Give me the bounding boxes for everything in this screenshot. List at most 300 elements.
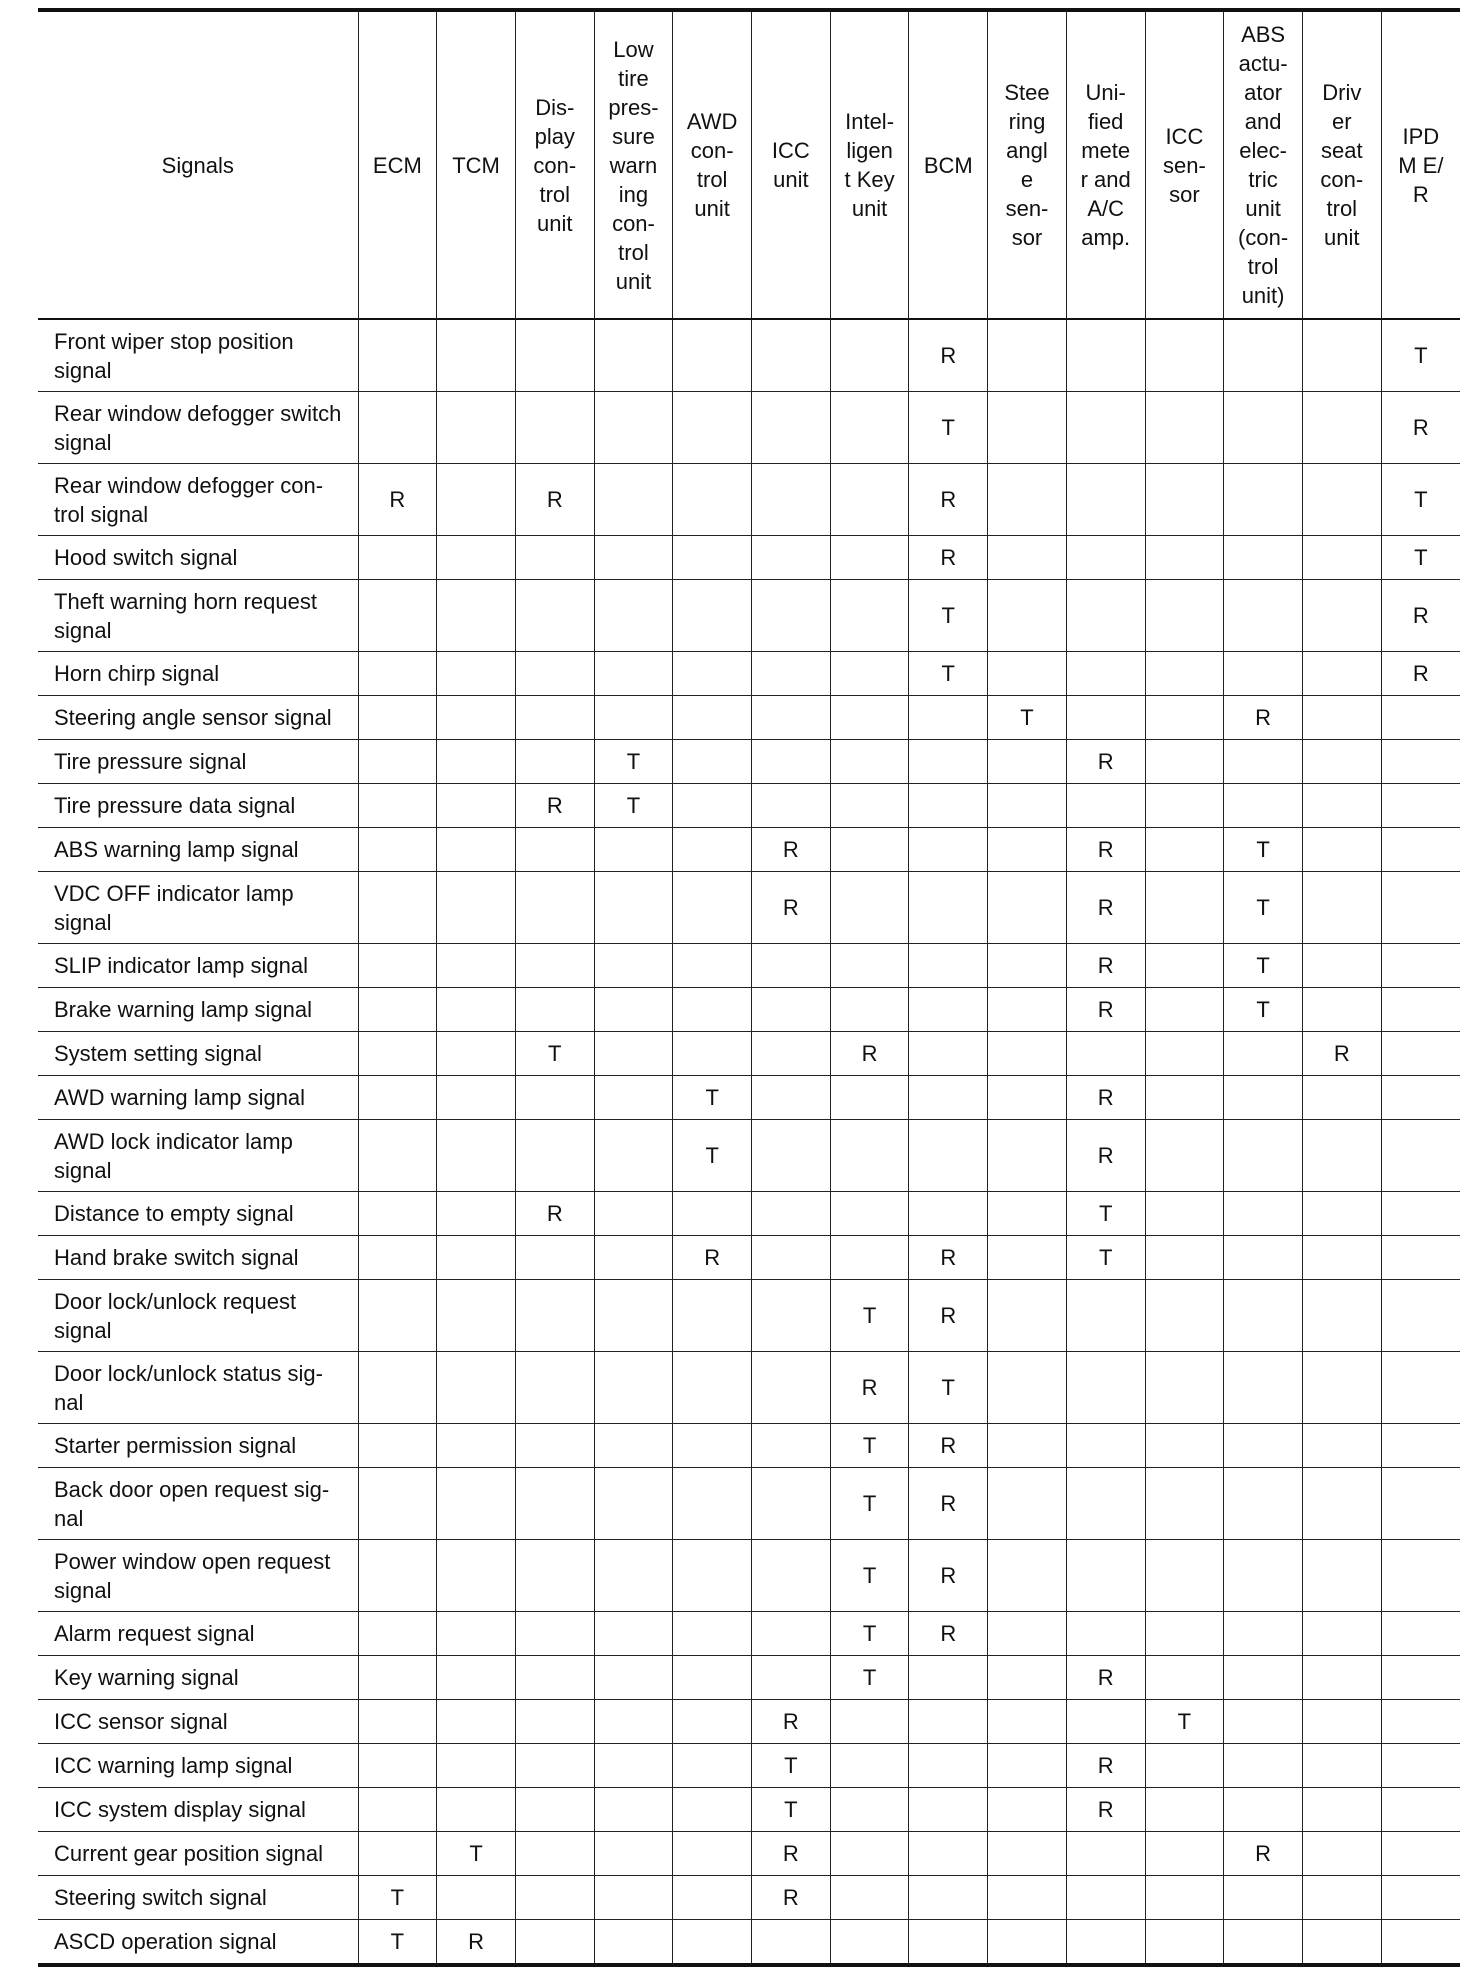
cell-abs (1224, 319, 1303, 392)
cell-ipdm (1381, 784, 1460, 828)
cell-low_tire (594, 1352, 673, 1424)
header-line: unit) (1241, 283, 1285, 308)
cell-ecm (358, 1612, 437, 1656)
cell-abs (1224, 1032, 1303, 1076)
cell-ipdm (1381, 740, 1460, 784)
cell-low_tire (594, 1832, 673, 1876)
cell-driver_seat (1302, 1876, 1381, 1920)
cell-icc_sensor (1145, 1120, 1224, 1192)
cell-driver_seat (1302, 696, 1381, 740)
cell-abs (1224, 1920, 1303, 1966)
cell-steering_sensor: T (988, 696, 1067, 740)
cell-awd (673, 872, 752, 944)
signal-name-cell: Back door open request sig-nal (38, 1468, 358, 1540)
cell-tcm (437, 1192, 516, 1236)
signal-name-cell: Rear window defogger con-trol signal (38, 464, 358, 536)
cell-driver_seat (1302, 1236, 1381, 1280)
cell-abs (1224, 1120, 1303, 1192)
cell-steering_sensor (988, 944, 1067, 988)
table-row (38, 652, 1460, 696)
header-line: IPD (1402, 123, 1440, 149)
cell-meter (1066, 1920, 1145, 1966)
cell-meter: R (1066, 1788, 1145, 1832)
cell-icc_unit (752, 464, 831, 536)
cell-bcm: T (909, 392, 988, 464)
cell-bcm: T (909, 1352, 988, 1424)
cell-bcm (909, 944, 988, 988)
header-line: sure (612, 123, 655, 149)
cell-icc_sensor (1145, 1468, 1224, 1540)
cell-display (515, 988, 594, 1032)
cell-icc_sensor (1145, 1032, 1224, 1076)
table-row (38, 464, 1460, 536)
cell-icc_unit (752, 1424, 831, 1468)
header-line: Driv (1322, 80, 1362, 105)
header-line: trol (618, 239, 649, 265)
cell-icc_unit: R (752, 1832, 831, 1876)
signal-name-cell: VDC OFF indicator lamp signal (38, 872, 358, 944)
signal-name-cell: ABS warning lamp signal (38, 828, 358, 872)
header-line: sen- (1162, 152, 1206, 178)
cell-ipdm (1381, 1612, 1460, 1656)
cell-ipdm (1381, 1656, 1460, 1700)
cell-tcm (437, 1468, 516, 1540)
header-line: fied (1087, 109, 1124, 134)
cell-ecm (358, 652, 437, 696)
cell-intelligent_key: T (830, 1424, 909, 1468)
cell-display (515, 828, 594, 872)
cell-icc_unit (752, 1468, 831, 1540)
cell-tcm (437, 1076, 516, 1120)
cell-awd (673, 1700, 752, 1744)
cell-icc_sensor (1145, 696, 1224, 740)
cell-meter (1066, 319, 1145, 392)
cell-tcm (437, 872, 516, 944)
column-header-label (673, 107, 751, 223)
cell-display (515, 1076, 594, 1120)
cell-awd (673, 1656, 752, 1700)
cell-ecm: T (358, 1920, 437, 1966)
column-header-label (1067, 78, 1145, 252)
cell-display (515, 1352, 594, 1424)
column-header-ipdm (1381, 10, 1460, 319)
cell-abs: T (1224, 988, 1303, 1032)
cell-tcm (437, 1236, 516, 1280)
cell-ipdm: T (1381, 464, 1460, 536)
cell-steering_sensor (988, 1352, 1067, 1424)
cell-ecm (358, 988, 437, 1032)
cell-intelligent_key (830, 392, 909, 464)
cell-driver_seat (1302, 1352, 1381, 1424)
cell-display (515, 1468, 594, 1540)
cell-icc_sensor (1145, 580, 1224, 652)
table-row (38, 1120, 1460, 1192)
signal-name-cell: ICC system display signal (38, 1788, 358, 1832)
cell-abs (1224, 392, 1303, 464)
cell-ecm (358, 872, 437, 944)
cell-ecm (358, 1352, 437, 1424)
cell-driver_seat (1302, 1280, 1381, 1352)
cell-ecm (358, 1076, 437, 1120)
cell-icc_unit (752, 696, 831, 740)
signal-name-cell: Door lock/unlock status sig-nal (38, 1352, 358, 1424)
cell-steering_sensor (988, 1656, 1067, 1700)
column-header-label (1224, 20, 1302, 310)
cell-icc_unit (752, 1192, 831, 1236)
cell-ecm (358, 1032, 437, 1076)
header-line: sor (1169, 181, 1200, 207)
cell-meter: R (1066, 828, 1145, 872)
cell-icc_sensor (1145, 1076, 1224, 1120)
cell-awd (673, 652, 752, 696)
cell-bcm: R (909, 536, 988, 580)
cell-ecm (358, 1280, 437, 1352)
cell-icc_sensor (1145, 392, 1224, 464)
column-header-intelligent_key (830, 10, 909, 319)
column-header-label (359, 151, 437, 180)
cell-intelligent_key: R (830, 1352, 909, 1424)
cell-ecm (358, 1788, 437, 1832)
header-line: Uni- (1085, 80, 1126, 105)
cell-icc_unit (752, 319, 831, 392)
cell-steering_sensor (988, 1032, 1067, 1076)
cell-ipdm (1381, 1832, 1460, 1876)
cell-icc_sensor (1145, 1352, 1224, 1424)
cell-driver_seat (1302, 1120, 1381, 1192)
header-line: ligen (846, 138, 893, 163)
cell-ipdm (1381, 1876, 1460, 1920)
cell-icc_sensor (1145, 1192, 1224, 1236)
signal-name-cell: ICC sensor signal (38, 1700, 358, 1744)
cell-ecm (358, 1700, 437, 1744)
cell-meter: R (1066, 944, 1145, 988)
cell-intelligent_key (830, 464, 909, 536)
cell-icc_unit (752, 784, 831, 828)
column-header-ecm (358, 10, 437, 319)
cell-icc_unit (752, 1032, 831, 1076)
cell-awd (673, 1424, 752, 1468)
cell-awd (673, 1352, 752, 1424)
column-header-bcm (909, 10, 988, 319)
cell-ecm (358, 784, 437, 828)
header-line: tric (1248, 167, 1278, 192)
cell-steering_sensor (988, 1468, 1067, 1540)
cell-low_tire (594, 1192, 673, 1236)
header-line: tire (618, 65, 649, 91)
cell-low_tire (594, 944, 673, 988)
table-row (38, 1076, 1460, 1120)
column-header-label (1146, 122, 1224, 209)
cell-low_tire (594, 1612, 673, 1656)
cell-tcm (437, 536, 516, 580)
signal-name-cell: Steering angle sensor signal (38, 696, 358, 740)
cell-steering_sensor (988, 1612, 1067, 1656)
table-row (38, 1832, 1460, 1876)
cell-bcm: R (909, 1424, 988, 1468)
signal-name-cell: Steering switch signal (38, 1876, 358, 1920)
cell-ipdm (1381, 1920, 1460, 1966)
cell-display (515, 652, 594, 696)
signal-name-cell: Tire pressure signal (38, 740, 358, 784)
header-line: ECM (372, 152, 422, 178)
cell-icc_unit: R (752, 872, 831, 944)
cell-steering_sensor (988, 828, 1067, 872)
table-row (38, 1236, 1460, 1280)
cell-driver_seat (1302, 1540, 1381, 1612)
header-line: r and (1080, 167, 1131, 192)
cell-meter: R (1066, 872, 1145, 944)
cell-ipdm (1381, 872, 1460, 944)
cell-intelligent_key: R (830, 1032, 909, 1076)
cell-abs (1224, 1876, 1303, 1920)
cell-display (515, 392, 594, 464)
cell-low_tire (594, 319, 673, 392)
header-line: unit (1245, 196, 1281, 221)
cell-steering_sensor (988, 1236, 1067, 1280)
cell-driver_seat (1302, 1788, 1381, 1832)
cell-awd (673, 1612, 752, 1656)
cell-intelligent_key (830, 1744, 909, 1788)
cell-intelligent_key: T (830, 1540, 909, 1612)
cell-abs (1224, 1076, 1303, 1120)
cell-tcm (437, 784, 516, 828)
cell-steering_sensor (988, 464, 1067, 536)
signal-name-cell: System setting signal (38, 1032, 358, 1076)
column-header-signals (38, 10, 358, 319)
cell-meter (1066, 580, 1145, 652)
cell-meter (1066, 652, 1145, 696)
header-line: Stee (1004, 80, 1050, 105)
signal-name-cell: Starter permission signal (38, 1424, 358, 1468)
cell-intelligent_key (830, 1192, 909, 1236)
cell-bcm (909, 1744, 988, 1788)
cell-intelligent_key (830, 1832, 909, 1876)
table-row (38, 1352, 1460, 1424)
cell-meter (1066, 784, 1145, 828)
cell-awd (673, 464, 752, 536)
header-line: con- (612, 210, 655, 236)
cell-icc_sensor (1145, 319, 1224, 392)
cell-ipdm (1381, 1120, 1460, 1192)
cell-awd (673, 1832, 752, 1876)
cell-bcm (909, 872, 988, 944)
cell-meter (1066, 1424, 1145, 1468)
signal-name-cell: Hand brake switch signal (38, 1236, 358, 1280)
cell-meter: R (1066, 988, 1145, 1032)
cell-icc_unit (752, 1280, 831, 1352)
cell-icc_unit: R (752, 828, 831, 872)
cell-icc_sensor (1145, 1424, 1224, 1468)
cell-display (515, 1424, 594, 1468)
cell-display (515, 580, 594, 652)
table-row (38, 784, 1460, 828)
cell-ipdm: R (1381, 652, 1460, 696)
cell-ecm (358, 1832, 437, 1876)
cell-meter: R (1066, 740, 1145, 784)
cell-low_tire (594, 652, 673, 696)
cell-icc_unit: R (752, 1876, 831, 1920)
cell-abs (1224, 784, 1303, 828)
cell-tcm (437, 988, 516, 1032)
cell-abs (1224, 1192, 1303, 1236)
signal-name-cell: ASCD operation signal (38, 1920, 358, 1966)
cell-display (515, 944, 594, 988)
cell-ecm (358, 1236, 437, 1280)
cell-ipdm (1381, 1032, 1460, 1076)
signal-name-cell: ICC warning lamp signal (38, 1744, 358, 1788)
cell-steering_sensor (988, 1280, 1067, 1352)
cell-bcm (909, 1656, 988, 1700)
cell-ipdm (1381, 1236, 1460, 1280)
table-row (38, 696, 1460, 740)
cell-ecm (358, 828, 437, 872)
cell-bcm: T (909, 652, 988, 696)
cell-display (515, 1700, 594, 1744)
cell-icc_unit (752, 988, 831, 1032)
cell-icc_sensor (1145, 944, 1224, 988)
cell-ecm (358, 944, 437, 988)
cell-display (515, 1876, 594, 1920)
column-header-label (38, 151, 358, 180)
cell-intelligent_key: T (830, 1468, 909, 1540)
cell-awd (673, 392, 752, 464)
cell-icc_unit (752, 1236, 831, 1280)
cell-icc_sensor (1145, 536, 1224, 580)
cell-abs: R (1224, 696, 1303, 740)
cell-steering_sensor (988, 1876, 1067, 1920)
header-line: AWD (686, 109, 738, 134)
table-body (38, 319, 1460, 1965)
header-line: unit (773, 167, 809, 192)
signal-name-cell: Current gear position signal (38, 1832, 358, 1876)
cell-steering_sensor (988, 319, 1067, 392)
signal-name-cell: Key warning signal (38, 1656, 358, 1700)
column-header-label (437, 151, 515, 180)
header-line: ICC (1165, 123, 1204, 149)
header-line: angl (1006, 138, 1048, 163)
cell-tcm: T (437, 1832, 516, 1876)
cell-intelligent_key (830, 1076, 909, 1120)
cell-ipdm (1381, 1540, 1460, 1612)
cell-icc_sensor (1145, 1656, 1224, 1700)
column-header-label (909, 151, 987, 180)
cell-intelligent_key (830, 740, 909, 784)
header-line: sor (1011, 225, 1043, 250)
column-header-label (988, 78, 1066, 252)
cell-driver_seat (1302, 580, 1381, 652)
cell-low_tire (594, 580, 673, 652)
cell-display (515, 1540, 594, 1612)
cell-driver_seat (1302, 1612, 1381, 1656)
header-line: amp. (1081, 225, 1131, 250)
cell-display (515, 1788, 594, 1832)
header-row (38, 10, 1460, 319)
signal-name-cell: Door lock/unlock request signal (38, 1280, 358, 1352)
header-line: warn (609, 152, 658, 178)
cell-low_tire (594, 464, 673, 536)
cell-abs (1224, 580, 1303, 652)
table-row (38, 1788, 1460, 1832)
table-row (38, 319, 1460, 392)
cell-abs: T (1224, 872, 1303, 944)
cell-abs (1224, 1424, 1303, 1468)
cell-intelligent_key (830, 1788, 909, 1832)
cell-steering_sensor (988, 1788, 1067, 1832)
cell-driver_seat (1302, 1424, 1381, 1468)
cell-tcm (437, 652, 516, 696)
header-line: unit (851, 196, 888, 221)
cell-tcm (437, 1612, 516, 1656)
column-header-abs (1224, 10, 1303, 319)
cell-display (515, 872, 594, 944)
cell-tcm: R (437, 1920, 516, 1966)
cell-icc_unit (752, 1352, 831, 1424)
cell-awd (673, 580, 752, 652)
cell-steering_sensor (988, 784, 1067, 828)
cell-driver_seat (1302, 1920, 1381, 1966)
cell-display (515, 1236, 594, 1280)
cell-low_tire (594, 1120, 673, 1192)
can-signal-table (38, 8, 1460, 1967)
cell-awd (673, 784, 752, 828)
cell-tcm (437, 1032, 516, 1076)
cell-awd (673, 1540, 752, 1612)
table-row (38, 1540, 1460, 1612)
cell-steering_sensor (988, 1192, 1067, 1236)
table-row (38, 1468, 1460, 1540)
cell-low_tire (594, 988, 673, 1032)
cell-bcm (909, 1876, 988, 1920)
cell-bcm: R (909, 1236, 988, 1280)
column-header-label (1382, 122, 1460, 209)
cell-low_tire (594, 1744, 673, 1788)
header-line: t Key (844, 167, 895, 192)
header-line: ABS (1241, 22, 1286, 47)
cell-icc_unit (752, 1920, 831, 1966)
cell-ipdm (1381, 1192, 1460, 1236)
cell-ecm (358, 696, 437, 740)
cell-icc_sensor: T (1145, 1700, 1224, 1744)
cell-abs (1224, 1788, 1303, 1832)
header-line: unit (1324, 225, 1360, 250)
cell-display (515, 319, 594, 392)
cell-low_tire (594, 1468, 673, 1540)
table-row (38, 1032, 1460, 1076)
header-line: M E/ (1398, 152, 1444, 178)
cell-icc_sensor (1145, 1280, 1224, 1352)
header-line: trol (696, 167, 728, 192)
header-line: trol (1247, 254, 1279, 279)
cell-icc_sensor (1145, 464, 1224, 536)
header-line: trol (1326, 196, 1358, 221)
cell-intelligent_key (830, 828, 909, 872)
cell-ipdm (1381, 1788, 1460, 1832)
header-line: BCM (923, 152, 973, 178)
cell-icc_sensor (1145, 1540, 1224, 1612)
cell-icc_sensor (1145, 1876, 1224, 1920)
header-line: seat (1320, 138, 1363, 163)
cell-steering_sensor (988, 580, 1067, 652)
cell-ecm: R (358, 464, 437, 536)
cell-ipdm (1381, 1700, 1460, 1744)
cell-icc_sensor (1145, 828, 1224, 872)
header-line: ator (1244, 80, 1283, 105)
cell-icc_unit (752, 740, 831, 784)
cell-icc_unit: T (752, 1788, 831, 1832)
cell-meter: R (1066, 1656, 1145, 1700)
cell-ipdm (1381, 1352, 1460, 1424)
cell-steering_sensor (988, 872, 1067, 944)
